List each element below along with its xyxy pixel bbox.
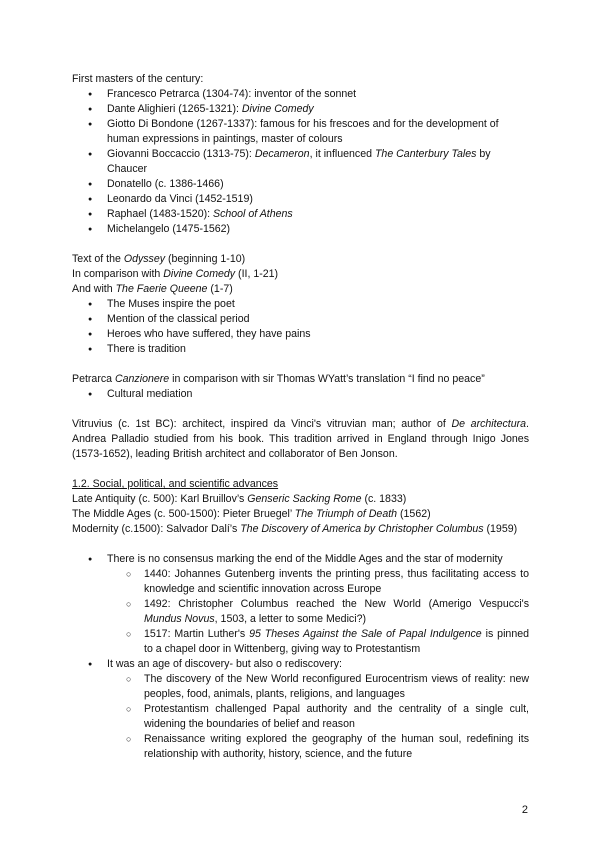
list-item: ● The Muses inspire the poet <box>72 297 529 312</box>
petrarca-list <box>72 387 529 402</box>
faerie-queene-line: And with The Faerie Queene (1-7) <box>72 283 233 295</box>
discovery-sublist <box>72 672 529 762</box>
list-item: ● Raphael (1483-1520): School of Athens <box>72 207 529 222</box>
masters-list <box>72 87 529 237</box>
list-item: ● Leonardo da Vinci (1452-1519) <box>72 192 529 207</box>
list-item: ● There is tradition <box>72 342 529 357</box>
list-item: ● It was an age of discovery- but also o rediscovery: <box>72 657 529 672</box>
discovery-list <box>72 657 529 672</box>
sub-list-item: ○ 1492: Christopher Columbus reached the New World (Amerigo Vespucci's Mundus Novus, 1503, a letter to some Medici?) <box>72 597 529 627</box>
list-item: ● Michelangelo (1475-1562) <box>72 222 529 237</box>
divine-comedy-line: In comparison with Divine Comedy (II, 1-21) <box>72 268 279 280</box>
sub-list-item: ○ Renaissance writing explored the geography of the human soul, redefining its relationship with authority, history, science, and the future <box>72 732 529 762</box>
list-item: ● Heroes who have suffered, they have pains <box>72 327 529 342</box>
sub-list-item: ○ 1517: Martin Luther's 95 Theses Against the Sale of Papal Indulgence is pinned to a chapel door in Wittenberg, giving way to Protestantism <box>72 627 529 657</box>
sub-list-item: ○ 1440: Johannes Gutenberg invents the printing press, thus facilitating access to knowledge and scientific innovation across Europe <box>72 567 529 597</box>
page-number: 2 <box>521 804 528 816</box>
list-item: ● Mention of the classical period <box>72 312 529 327</box>
odyssey-line: Text of the Odyssey (beginning 1-10) <box>72 253 246 265</box>
list-item: ● Francesco Petrarca (1304-74): inventor of the sonnet <box>72 87 529 102</box>
sub-list-item: ○ The discovery of the New World reconfigured Eurocentrism views of reality: new peoples, food, animals, plants, religions, and languages <box>72 672 529 702</box>
period-line: The Middle Ages (c. 500-1500): Pieter Bruegel’ The Triumph of Death (1562) <box>72 508 431 520</box>
petrarca-line: Petrarca Canzionere in comparison with sir Thomas WYatt’s translation “I find no peace” <box>72 373 485 385</box>
sub-list-item: ○ Protestantism challenged Papal authority and the centrality of a single cult, widening the boundaries of belief and reason <box>72 702 529 732</box>
document-page <box>72 72 529 762</box>
list-item: ● Giovanni Boccaccio (1313-75): Decameron, it influenced The Canterbury Tales by Chaucer <box>72 147 529 177</box>
list-item: ● Dante Alighieri (1265-1321): Divine Comedy <box>72 102 529 117</box>
list-item: ● Giotto Di Bondone (1267-1337): famous for his frescoes and for the development of human expressions in paintings, master of colours <box>72 117 529 147</box>
list-item: ● There is no consensus marking the end of the Middle Ages and the star of modernity <box>72 552 529 567</box>
period-line: Modernity (c.1500): Salvador Dalí’s The Discovery of America by Christopher Columbus (1959) <box>72 523 518 535</box>
period-line: Late Antiquity (c. 500): Karl Bruillov’s Genseric Sacking Rome (c. 1833) <box>72 493 407 505</box>
list-item: ● Donatello (c. 1386-1466) <box>72 177 529 192</box>
section-heading: 1.2. Social, political, and scientific advances <box>72 478 279 490</box>
advances-sublist <box>72 567 529 657</box>
advances-list <box>72 552 529 567</box>
vitruvius-paragraph: Vitruvius (c. 1st BC): architect, inspired da Vinci's vitruvian man; author of De architectura. Andrea Palladio studied from his book. This tradition arrived in England through Inigo Jones (1573-1652), leading British architect and collaborator of Ben Jonson. <box>72 418 529 460</box>
odyssey-list <box>72 297 529 357</box>
masters-heading: First masters of the century: <box>72 73 204 85</box>
list-item: ● Cultural mediation <box>72 387 529 402</box>
